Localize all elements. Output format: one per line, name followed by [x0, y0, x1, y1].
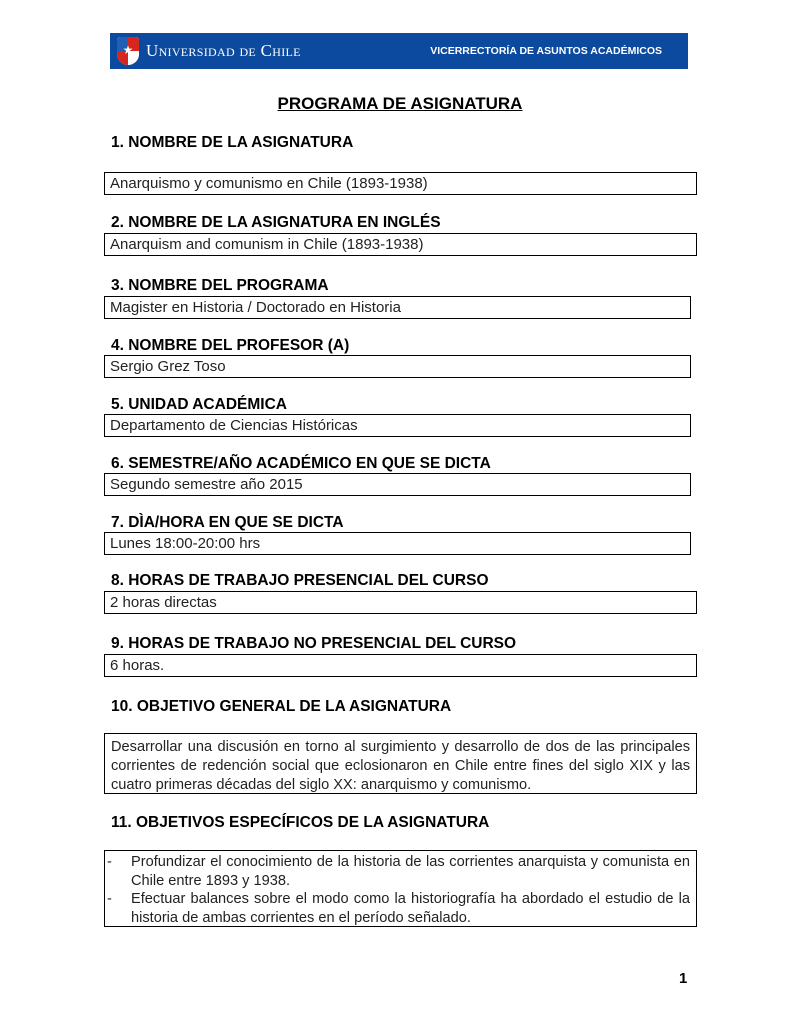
section-10-value: Desarrollar una discusión en torno al surgimiento y desarrollo de dos de las principales corrientes de redención social que eclosionaron en Chile entre fines del siglo XIX y las cuatro primeras décadas del siglo XX: anarquismo y comunismo.: [104, 733, 697, 794]
university-header-banner: [110, 33, 688, 69]
section-6-heading: 6. SEMESTRE/AÑO ACADÉMICO EN QUE SE DICTA: [111, 455, 491, 472]
list-item: [107, 890, 690, 927]
list-item-text: Efectuar balances sobre el modo como la historiografía ha abordado el estudio de la historia de ambas corrientes en el período señalado.: [131, 891, 690, 926]
section-6-value: Segundo semestre año 2015: [104, 473, 691, 496]
section-11-heading: 11. OBJETIVOS ESPECÍFICOS DE LA ASIGNATURA: [111, 814, 490, 831]
section-2-value: Anarquism and comunism in Chile (1893-1938): [104, 233, 697, 256]
section-4-value: Sergio Grez Toso: [104, 355, 691, 378]
page-number: 1: [679, 970, 688, 987]
vicerrectoria-name: VICERRECTORÍA DE ASUNTOS ACADÉMICOS: [430, 45, 662, 57]
section-7-value: Lunes 18:00-20:00 hrs: [104, 532, 691, 555]
section-8-value: 2 horas directas: [104, 591, 697, 614]
section-8-heading: 8. HORAS DE TRABAJO PRESENCIAL DEL CURSO: [111, 572, 489, 589]
section-11-list: [104, 850, 697, 927]
bullet-dash: -: [107, 891, 112, 907]
section-2-heading: 2. NOMBRE DE LA ASIGNATURA EN INGLÉS: [111, 214, 441, 231]
list-item: [107, 853, 690, 890]
university-name: Universidad de Chile: [146, 41, 301, 60]
section-9-value: 6 horas.: [104, 654, 697, 677]
section-10-heading: 10. OBJETIVO GENERAL DE LA ASIGNATURA: [111, 698, 452, 715]
section-1-heading: 1. NOMBRE DE LA ASIGNATURA: [111, 134, 354, 151]
section-5-heading: 5. UNIDAD ACADÉMICA: [111, 396, 287, 413]
section-5-value: Departamento de Ciencias Históricas: [104, 414, 691, 437]
section-3-heading: 3. NOMBRE DEL PROGRAMA: [111, 277, 329, 294]
section-1-value: Anarquismo y comunismo en Chile (1893-1938): [104, 172, 697, 195]
list-item-text: Profundizar el conocimiento de la historia de las corrientes anarquista y comunista en Chile entre 1893 y 1938.: [131, 854, 690, 889]
star-icon: ★: [122, 43, 134, 57]
section-9-heading: 9. HORAS DE TRABAJO NO PRESENCIAL DEL CURSO: [111, 635, 517, 652]
bullet-dash: -: [107, 854, 112, 870]
section-7-heading: 7. DÌA/HORA EN QUE SE DICTA: [111, 514, 344, 531]
section-4-heading: 4. NOMBRE DEL PROFESOR (A): [111, 337, 350, 354]
document-title: PROGRAMA DE ASIGNATURA: [277, 94, 523, 113]
university-shield-logo: [117, 37, 139, 65]
section-3-value: Magister en Historia / Doctorado en Historia: [104, 296, 691, 319]
